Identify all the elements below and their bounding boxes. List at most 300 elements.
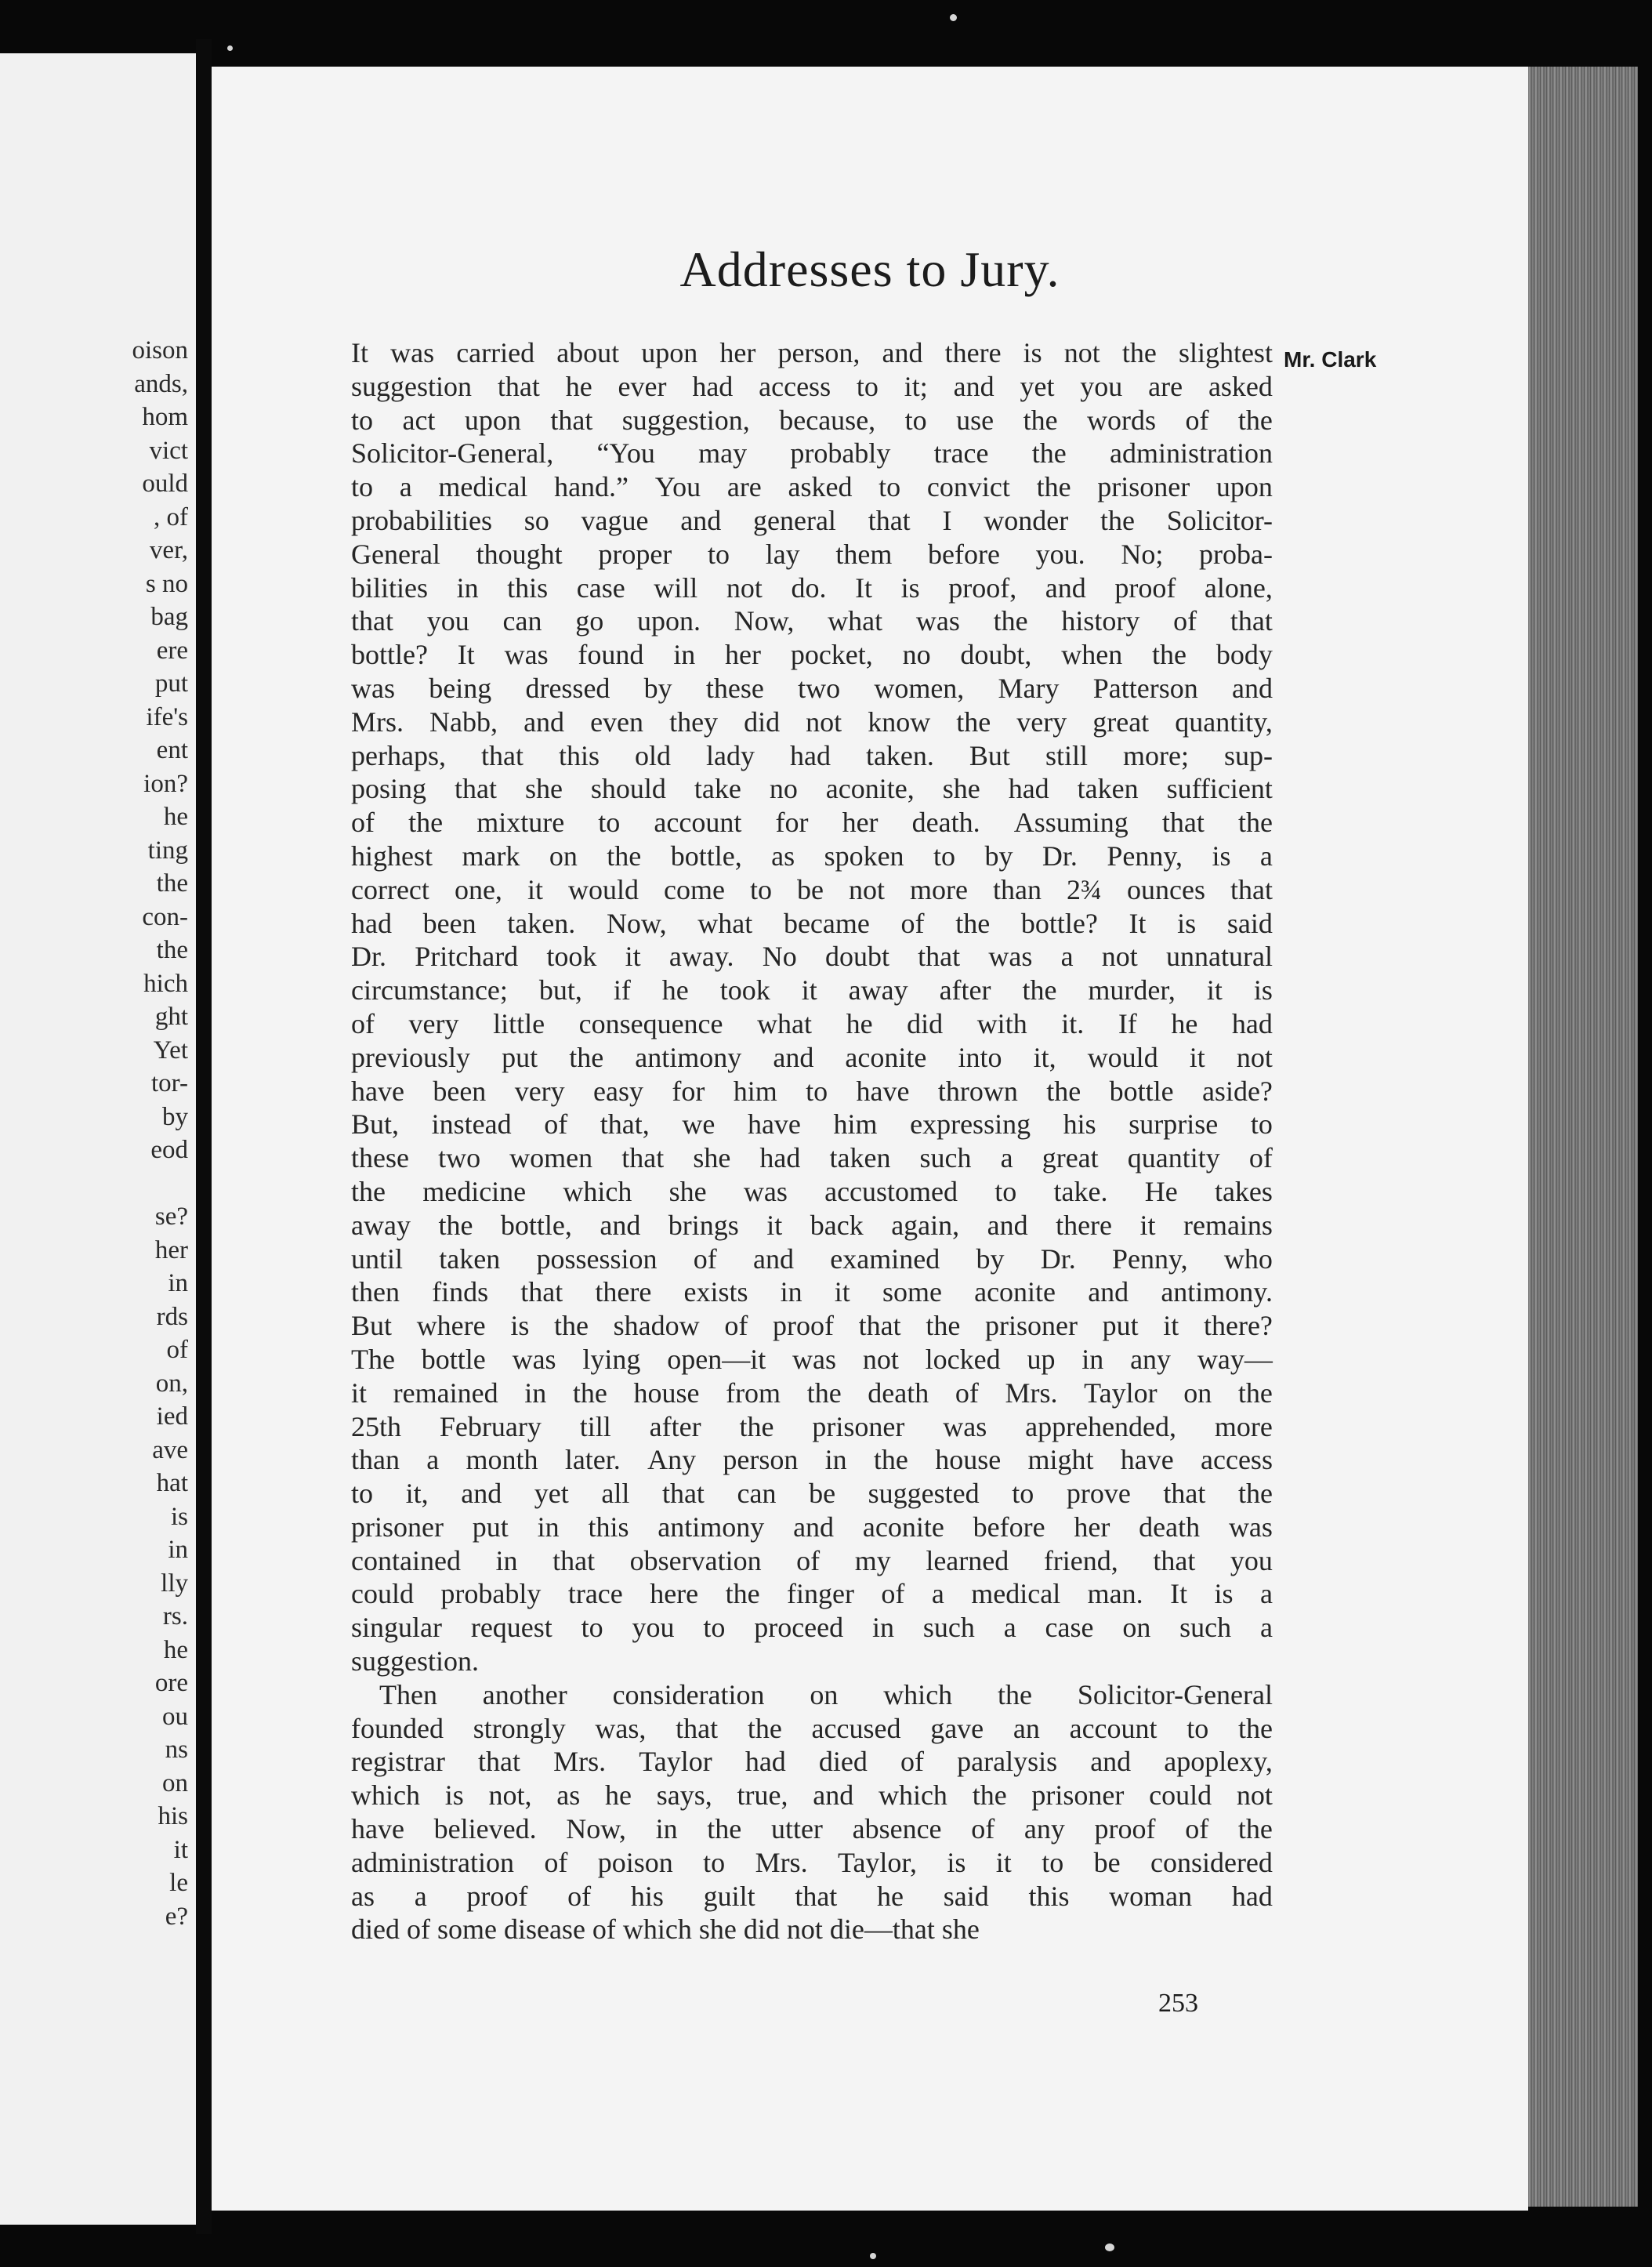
word: the — [926, 1310, 961, 1342]
word: slightest — [1178, 337, 1273, 368]
word: was — [504, 639, 549, 671]
word: to — [933, 840, 956, 872]
word: may — [698, 437, 748, 470]
word: believed. — [433, 1813, 537, 1845]
word: was — [915, 605, 960, 637]
word: lady — [705, 739, 755, 771]
word: very — [1016, 705, 1067, 738]
word: because, — [779, 404, 876, 436]
word: person — [723, 1444, 799, 1476]
word: registrar — [351, 1746, 445, 1778]
word: prisoner — [812, 1410, 905, 1442]
word: is — [444, 1779, 464, 1812]
word: proceed — [754, 1612, 844, 1644]
word: to — [703, 1846, 726, 1878]
word: she — [942, 773, 980, 805]
facing-page-fragment: ore — [154, 1669, 188, 1697]
facing-page-fragment: hat — [156, 1469, 188, 1497]
word: it — [834, 1276, 850, 1308]
word: Mrs. — [553, 1746, 607, 1778]
word: that — [868, 504, 911, 536]
word: accustomed — [824, 1175, 958, 1207]
word: said — [1226, 907, 1273, 939]
word: away — [351, 1209, 411, 1241]
page-number: 253 — [1158, 1989, 1198, 2018]
word: to — [1042, 1846, 1064, 1878]
page-edges — [1528, 67, 1638, 2207]
word: taken — [439, 1242, 501, 1275]
word: is — [1214, 1578, 1234, 1610]
word: more — [910, 873, 968, 905]
word: Then — [379, 1678, 437, 1710]
word: dressed — [525, 672, 610, 704]
word: consideration — [612, 1678, 765, 1710]
word: so — [523, 504, 549, 536]
word: account — [654, 807, 742, 839]
word: proof — [1094, 1813, 1156, 1845]
text-line — [351, 1511, 1273, 1544]
word: use — [956, 404, 994, 436]
word: the — [739, 1410, 774, 1442]
word: had — [744, 1746, 786, 1778]
word: and — [680, 504, 722, 536]
word: hand.” — [554, 471, 629, 503]
word: perhaps, — [351, 739, 446, 771]
word: for — [672, 1075, 705, 1107]
word: wonder — [984, 504, 1069, 536]
word: access — [1201, 1444, 1273, 1476]
word: in — [655, 1813, 678, 1845]
word: is — [1253, 974, 1273, 1007]
word: was — [743, 1175, 788, 1207]
word: exists — [683, 1276, 748, 1308]
word: person, — [777, 337, 860, 368]
word: it; — [904, 370, 928, 402]
word: been — [422, 907, 476, 939]
word: his — [630, 1880, 664, 1912]
word: was — [351, 672, 395, 704]
word: a — [414, 1880, 427, 1912]
word: circumstance; — [351, 974, 508, 1007]
facing-page-fragment: the — [156, 936, 188, 964]
text-line — [351, 604, 1273, 638]
facing-page-fragment: ns — [165, 1736, 188, 1764]
text-line — [351, 1477, 1273, 1511]
word: asked — [1208, 370, 1273, 402]
word: Dr. — [1042, 840, 1078, 872]
word: proof, — [948, 571, 1017, 604]
word: to — [904, 404, 927, 436]
facing-page-fragment: is — [170, 1502, 188, 1531]
word: aconite — [845, 1041, 927, 1073]
word: prisoner — [351, 1511, 444, 1543]
word: have — [856, 1075, 910, 1107]
word: asked — [788, 471, 853, 503]
text-line — [351, 1377, 1273, 1410]
margin-speaker-note: Mr. Clark — [1284, 347, 1377, 372]
word: had — [351, 907, 392, 939]
word: act — [402, 404, 436, 436]
word: Pritchard — [415, 941, 519, 973]
word: old — [634, 739, 671, 771]
word: her — [719, 337, 756, 368]
word: the — [1152, 639, 1187, 671]
word: No; — [1121, 538, 1164, 570]
word: two — [438, 1142, 481, 1174]
word: administration — [1110, 437, 1273, 470]
word: her — [1074, 1511, 1110, 1543]
word: mixture — [476, 807, 565, 839]
word: surprise — [1129, 1108, 1219, 1141]
word: about — [556, 337, 620, 368]
word: it — [766, 1209, 783, 1241]
word: away. — [668, 941, 734, 973]
facing-page-fragment: he — [163, 1635, 188, 1664]
word: upon. — [636, 605, 701, 637]
word: that — [795, 1880, 838, 1912]
word: even — [590, 705, 644, 738]
text-line — [351, 1275, 1273, 1309]
word: are — [1148, 370, 1183, 402]
text-line — [351, 1880, 1273, 1913]
word: the — [1031, 437, 1067, 470]
word: lay — [765, 538, 800, 570]
text-line — [351, 672, 1273, 705]
word: man. — [1087, 1578, 1143, 1610]
word: quantity — [1127, 1142, 1220, 1174]
word: proof — [773, 1310, 834, 1342]
word: sufficient — [1166, 773, 1273, 805]
word: as — [771, 840, 795, 872]
facing-page-fragment: on — [162, 1768, 188, 1797]
word: in — [524, 1377, 547, 1409]
word: one, — [454, 873, 502, 905]
word: found — [578, 639, 644, 671]
word: are — [726, 471, 762, 503]
word: Taylor, — [837, 1846, 917, 1878]
word: had — [692, 370, 734, 402]
text-line — [351, 571, 1273, 605]
word: there? — [1203, 1310, 1273, 1342]
word: he — [565, 370, 592, 402]
facing-page-fragment: ion? — [143, 769, 188, 798]
word: But — [351, 1310, 393, 1342]
text-line — [351, 1846, 1273, 1880]
word: that — [858, 1310, 901, 1342]
word: is — [947, 1846, 966, 1878]
text-line — [351, 840, 1273, 873]
facing-page-fragment: ied — [156, 1402, 188, 1431]
word: open—it — [667, 1343, 766, 1375]
word: till — [579, 1410, 611, 1442]
word: apprehended, — [1025, 1410, 1177, 1442]
word: that, — [600, 1108, 650, 1141]
word: would — [567, 873, 639, 905]
text-line — [351, 1343, 1273, 1377]
word: a — [1003, 1612, 1016, 1644]
word: upon — [641, 337, 698, 368]
word: Now, — [606, 907, 667, 939]
word: no — [902, 639, 931, 671]
text-line — [351, 1812, 1273, 1846]
word: could — [351, 1578, 414, 1610]
word: bottle? — [351, 639, 428, 671]
word: Now, — [734, 605, 795, 637]
word: the — [1237, 1813, 1273, 1845]
word: into — [958, 1041, 1002, 1073]
word: and — [1231, 672, 1273, 704]
word: the — [707, 1813, 742, 1845]
facing-page-fragment: con- — [142, 902, 188, 931]
word: great — [1092, 705, 1150, 738]
word: poison — [597, 1846, 673, 1878]
word: suggestion, — [621, 404, 750, 436]
word: of — [1173, 605, 1197, 637]
word: they — [669, 705, 719, 738]
word: take — [694, 773, 741, 805]
word: the — [554, 1310, 589, 1342]
word: But, — [351, 1108, 400, 1141]
word: aside? — [1201, 1075, 1273, 1107]
word: to — [1012, 1478, 1034, 1510]
word: as — [556, 1779, 581, 1812]
running-head: Addresses to Jury. — [679, 241, 1060, 297]
word: But — [969, 739, 1010, 771]
word: that — [1163, 1478, 1206, 1510]
word: easy — [593, 1075, 643, 1107]
word: you — [1080, 370, 1123, 402]
word: put — [472, 1511, 509, 1543]
text-line — [351, 907, 1273, 941]
text-line — [351, 1577, 1273, 1611]
word: until — [351, 1242, 404, 1275]
word: put — [1102, 1310, 1139, 1342]
word: that — [676, 1712, 719, 1744]
word: posing — [351, 773, 427, 805]
text-line — [351, 1175, 1273, 1209]
text-line — [351, 1611, 1273, 1645]
word: the — [993, 605, 1028, 637]
word: them — [835, 538, 893, 570]
word: as — [351, 1880, 375, 1912]
word: the — [438, 1209, 473, 1241]
word: It — [855, 571, 873, 604]
facing-page-fragment: , of — [154, 502, 188, 531]
word: have — [1120, 1444, 1174, 1476]
word: The — [351, 1343, 395, 1375]
word: considered — [1150, 1846, 1273, 1878]
word: prove — [1066, 1478, 1131, 1510]
word: it, — [1033, 1041, 1056, 1073]
text-line — [351, 1041, 1273, 1075]
word: the — [1238, 1478, 1273, 1510]
word: will — [654, 571, 698, 604]
word: the — [408, 807, 444, 839]
facing-page-fragment: bag — [150, 603, 188, 631]
facing-page-fragment: ou — [162, 1702, 188, 1731]
facing-page-fragment: on, — [155, 1369, 188, 1398]
word: that — [497, 370, 540, 402]
word: know — [868, 705, 931, 738]
facing-page-fragment: in — [168, 1269, 188, 1297]
dust-speck — [870, 2253, 876, 2259]
word: bottle — [421, 1343, 486, 1375]
word: spoken — [824, 840, 904, 872]
word: the — [1046, 1075, 1081, 1107]
word: my — [854, 1544, 891, 1576]
word: of — [351, 807, 375, 839]
word: little — [493, 1007, 545, 1039]
facing-page-fragment: vict — [149, 436, 188, 465]
text-line — [351, 772, 1273, 806]
facing-page-fragment: by — [162, 1102, 188, 1131]
word: the — [569, 1041, 604, 1073]
word: previously — [351, 1041, 470, 1073]
word: of — [351, 1007, 375, 1039]
word: yet — [1020, 370, 1055, 402]
word: and — [1045, 571, 1086, 604]
word: should — [590, 773, 666, 805]
facing-page-fragment: rds — [156, 1302, 188, 1331]
word: probabilities — [351, 504, 492, 536]
word: her — [842, 807, 879, 839]
word: was — [512, 1343, 556, 1375]
word: be — [809, 1478, 836, 1510]
text-line — [351, 974, 1273, 1007]
facing-page-fragment: oison — [132, 336, 188, 365]
word: It — [457, 639, 475, 671]
word: Assuming — [1013, 807, 1129, 839]
word: not — [726, 571, 763, 604]
word: it — [995, 1846, 1012, 1878]
word: what — [697, 907, 753, 939]
word: accused — [811, 1712, 901, 1744]
word: general — [753, 504, 836, 536]
word: it, — [405, 1478, 429, 1510]
word: bilities — [351, 571, 428, 604]
word: what — [828, 605, 883, 637]
word: who — [1223, 1242, 1273, 1275]
word: can — [737, 1478, 777, 1510]
word: was — [988, 941, 1033, 973]
word: aconite, — [825, 773, 915, 805]
word: Taylor — [1084, 1377, 1157, 1409]
text-line — [351, 638, 1273, 672]
word: to — [994, 1175, 1017, 1207]
word: probably — [440, 1578, 542, 1610]
word: he — [1171, 1007, 1198, 1039]
word: to — [1250, 1108, 1273, 1141]
word: two — [798, 672, 841, 704]
word: case — [576, 571, 625, 604]
text-line — [351, 404, 1273, 437]
word: the — [1237, 1377, 1273, 1409]
text-line — [351, 1745, 1273, 1779]
word: this — [1028, 1880, 1070, 1912]
word: murder, — [1088, 974, 1176, 1007]
word: could — [1149, 1779, 1212, 1812]
word: it — [527, 873, 543, 905]
word: bottle, — [500, 1209, 572, 1241]
dust-speck — [227, 45, 233, 51]
word: contained — [351, 1544, 461, 1576]
word: which — [351, 1779, 420, 1812]
word: do. — [791, 571, 827, 604]
word: this — [507, 571, 549, 604]
facing-page-fragment: he — [163, 803, 188, 831]
word: correct — [351, 873, 429, 905]
word: after — [649, 1410, 701, 1442]
word: he — [661, 974, 689, 1007]
word: of — [544, 1846, 568, 1878]
word: by — [976, 1242, 1005, 1275]
word: He — [1144, 1175, 1178, 1207]
word: it — [1139, 1209, 1156, 1241]
word: not, — [488, 1779, 532, 1812]
word: said — [943, 1880, 989, 1912]
word: that — [1230, 605, 1273, 637]
word: If — [1118, 1007, 1137, 1039]
word: would — [1087, 1041, 1158, 1073]
word: from — [726, 1377, 781, 1409]
word: 2¾ — [1067, 873, 1103, 905]
word: away — [848, 974, 908, 1007]
word: utter — [770, 1813, 823, 1845]
word: her — [725, 639, 762, 671]
text-line — [351, 806, 1273, 840]
word: you — [1230, 1544, 1273, 1576]
word: the — [725, 1578, 760, 1610]
word: another — [482, 1678, 567, 1710]
word: Solicitor-General, — [351, 437, 554, 470]
word: bottle — [1109, 1075, 1174, 1107]
word: be — [1093, 1846, 1121, 1878]
word: Penny, — [1107, 840, 1183, 872]
word: brings — [668, 1209, 739, 1241]
word: and — [523, 705, 565, 738]
word: by — [643, 672, 672, 704]
word: absence — [852, 1813, 942, 1845]
word: and — [953, 370, 994, 402]
word: might — [1027, 1444, 1094, 1476]
word: have — [747, 1108, 801, 1141]
word: on — [1122, 1612, 1151, 1644]
word: have — [351, 1075, 404, 1107]
word: highest — [351, 840, 433, 872]
text-line — [351, 1443, 1273, 1477]
word: is — [510, 1310, 530, 1342]
facing-page-fragment: her — [154, 1235, 188, 1264]
word: in — [780, 1276, 802, 1308]
word: It — [1129, 907, 1147, 939]
word: a — [1260, 1612, 1273, 1644]
word: women, — [874, 672, 965, 704]
facing-page-fragment — [0, 1167, 196, 1201]
word: to — [749, 873, 772, 905]
word: Taylor — [639, 1746, 712, 1778]
text-line — [351, 1779, 1273, 1812]
word: that — [552, 1544, 596, 1576]
word: with — [976, 1007, 1027, 1039]
word: to — [856, 370, 879, 402]
word: Nabb, — [429, 705, 498, 738]
word: took — [546, 941, 597, 973]
word: It — [1170, 1578, 1188, 1610]
word: and — [793, 1511, 835, 1543]
word: proba- — [1199, 538, 1273, 570]
word: the — [747, 1712, 782, 1744]
word: consequence — [578, 1007, 723, 1039]
